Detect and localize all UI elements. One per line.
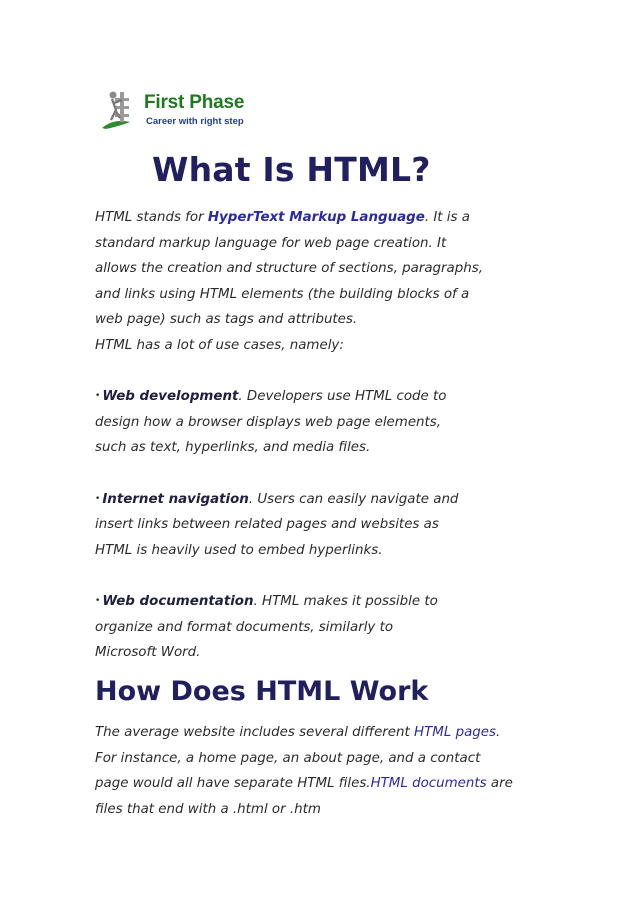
text: The average website includes several different [95, 725, 415, 740]
intro-section [95, 205, 575, 666]
body-line [95, 720, 615, 746]
how-html-works-section [95, 720, 615, 822]
bullet-line: HTML is heavily used to embed hyperlinks. [95, 542, 383, 558]
bullet-line [95, 589, 575, 615]
bullet-dot-icon: • [95, 493, 101, 504]
intro-line: web page) such as tags and attributes. [95, 312, 358, 328]
bullet-item-web-development [95, 384, 575, 461]
text: are [486, 776, 513, 792]
text: . [496, 725, 501, 740]
intro-line: HTML has a lot of use cases, namely: [95, 337, 344, 353]
bullet-item-web-documentation [95, 589, 575, 666]
text: page would all have separate HTML files. [95, 776, 371, 792]
html-pages-link[interactable]: HTML pages [414, 725, 496, 740]
intro-line [95, 205, 575, 231]
page-title: What Is HTML? [152, 150, 431, 189]
logo-tagline: Career with right step [146, 116, 244, 127]
bullet-line: Microsoft Word. [95, 645, 201, 661]
intro-line: and links using HTML elements (the building blocks of a [95, 286, 470, 302]
bullet-line: such as text, hyperlinks, and media files. [95, 440, 371, 456]
html-documents-link[interactable]: HTML documents [370, 776, 487, 792]
bullet-dot-icon: • [95, 391, 101, 402]
first-phase-logo [100, 86, 260, 132]
text: . Users can easily navigate and [248, 491, 459, 507]
body-line: files that end with a .html or .htm [95, 801, 321, 817]
bullet-term: Web documentation [102, 593, 254, 609]
bullet-line: insert links between related pages and websites as [95, 517, 439, 533]
bullet-dot-icon: • [95, 595, 101, 606]
text: . HTML makes it possible to [253, 593, 438, 609]
text: . Developers use HTML code to [238, 389, 447, 405]
bullet-item-internet-navigation [95, 487, 575, 564]
text: . It is a [424, 210, 470, 225]
intro-line: allows the creation and structure of sections, paragraphs, [95, 261, 483, 277]
body-line: For instance, a home page, an about page, and a contact [95, 750, 481, 766]
bullet-term: Internet navigation [102, 491, 249, 507]
bullet-line [95, 384, 575, 410]
bullet-line: organize and format documents, similarly to [95, 619, 394, 635]
intro-line: standard markup language for web page creation. It [95, 235, 447, 251]
climbing-figure-icon [100, 88, 144, 130]
body-line [95, 771, 615, 797]
bullet-line [95, 487, 575, 513]
hypertext-highlight: HyperText Markup Language [207, 210, 425, 225]
bullet-term: Web development [102, 389, 239, 405]
text: HTML stands for [95, 210, 208, 225]
section-heading: How Does HTML Work [95, 676, 429, 707]
bullet-line: design how a browser displays web page elements, [95, 414, 442, 430]
logo-brand-text: First Phase [144, 92, 245, 113]
